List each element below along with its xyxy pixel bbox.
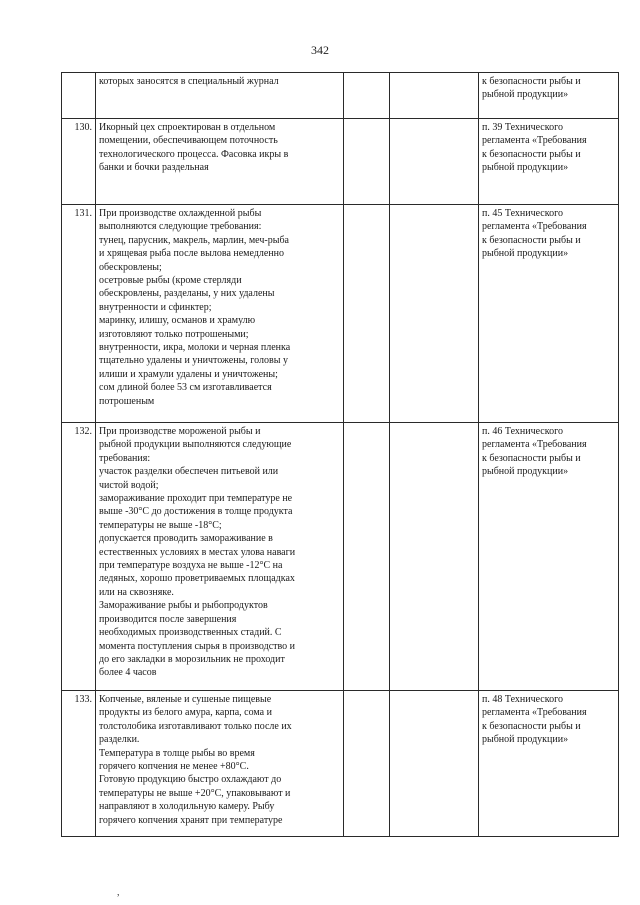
requirement-line: и хрящевая рыба после вылова немедленно bbox=[99, 248, 285, 260]
table-row bbox=[62, 119, 619, 205]
requirement-text bbox=[96, 691, 344, 837]
reference-line: п. 39 Технического bbox=[482, 122, 563, 133]
reference-line: к безопасности рыбы и bbox=[482, 452, 581, 464]
empty-cell bbox=[390, 423, 479, 691]
page-number: 342 bbox=[311, 43, 329, 57]
requirement-line: момента поступления сырья в производство и bbox=[99, 640, 296, 652]
empty-cell bbox=[390, 73, 479, 119]
row-number: 131. bbox=[62, 205, 96, 423]
requirement-line: которых заносятся в специальный журнал bbox=[99, 76, 279, 87]
requirement-text bbox=[96, 423, 344, 691]
requirement-line: температуры не выше +20°С, упаковывают и bbox=[99, 787, 291, 799]
empty-cell bbox=[390, 205, 479, 423]
requirement-line: осетровые рыбы (кроме стерляди bbox=[99, 275, 242, 287]
empty-cell bbox=[390, 691, 479, 837]
table-row bbox=[62, 205, 619, 423]
reference-text bbox=[479, 73, 619, 119]
requirement-line: при температуре воздуха не выше -12°С на bbox=[99, 560, 283, 572]
requirement-line: более 4 часов bbox=[99, 667, 157, 679]
requirement-line: чистой водой; bbox=[99, 479, 159, 491]
requirement-line: необходимых производственных стадий. С bbox=[99, 627, 282, 639]
reference-line: рыбной продукции» bbox=[482, 734, 569, 746]
requirement-line: выше -30°С до достижения в толще продукта bbox=[99, 506, 293, 518]
table-row bbox=[62, 423, 619, 691]
requirement-line: толстолобика изготавливают только после их bbox=[99, 720, 292, 732]
requirement-line: или на сквозняке. bbox=[99, 586, 174, 598]
requirement-line: изготовляют только потрошеными; bbox=[99, 328, 249, 340]
requirement-line: маринку, илишу, османов и храмулю bbox=[99, 315, 256, 327]
requirement-line: выполняются следующие требования: bbox=[99, 221, 262, 233]
requirement-line: обескровлены; bbox=[99, 261, 162, 273]
requirement-text bbox=[96, 119, 344, 205]
requirement-line: Копченые, вяленые и сушеные пищевые bbox=[99, 694, 272, 705]
empty-cell bbox=[344, 205, 390, 423]
requirement-line: требования: bbox=[99, 452, 151, 464]
row-number bbox=[62, 73, 96, 119]
requirement-text bbox=[96, 205, 344, 423]
row-number: 130. bbox=[62, 119, 96, 205]
requirement-line: При производстве мороженой рыбы и bbox=[99, 426, 261, 437]
reference-line: рыбной продукции» bbox=[482, 162, 569, 174]
empty-cell bbox=[344, 119, 390, 205]
requirement-line: тщательно удалены и уничтожены, головы у bbox=[99, 355, 288, 367]
requirement-line: банки и бочки раздельная bbox=[99, 162, 209, 174]
empty-cell bbox=[344, 423, 390, 691]
requirement-line: обескровлены, разделаны, у них удалены bbox=[99, 288, 275, 300]
reference-line: рыбной продукции» bbox=[482, 89, 569, 101]
reference-text bbox=[479, 691, 619, 837]
table-row bbox=[62, 73, 619, 119]
table-body bbox=[62, 73, 619, 837]
requirement-line: рыбной продукции выполняются следующие bbox=[99, 439, 292, 451]
requirement-line: направляют в холодильную камеру. Рыбу bbox=[99, 801, 275, 813]
reference-line: регламента «Требования bbox=[482, 707, 587, 719]
reference-text bbox=[479, 423, 619, 691]
requirement-line: естественных условиях в местах улова наваги bbox=[99, 546, 296, 558]
table-row bbox=[62, 691, 619, 837]
requirement-line: температуры не выше -18°С; bbox=[99, 519, 222, 531]
requirement-line: тунец, парусник, макрель, марлин, меч-рыба bbox=[99, 234, 289, 246]
requirement-line: допускается проводить замораживание в bbox=[99, 533, 273, 545]
reference-line: рыбной продукции» bbox=[482, 248, 569, 260]
reference-line: к безопасности рыбы и bbox=[482, 720, 581, 732]
reference-line: к безопасности рыбы и bbox=[482, 148, 581, 160]
reference-line: п. 46 Технического bbox=[482, 426, 563, 437]
reference-line: регламента «Требования bbox=[482, 439, 587, 451]
reference-line: регламента «Требования bbox=[482, 135, 587, 147]
requirement-text bbox=[96, 73, 344, 119]
reference-line: к безопасности рыбы и bbox=[482, 76, 581, 87]
requirement-line: замораживание проходит при температуре не bbox=[99, 493, 293, 505]
requirement-line: помещении, обеспечивающем поточность bbox=[99, 135, 278, 147]
requirement-line: илиши и храмули удалены и уничтожены; bbox=[99, 368, 278, 380]
requirement-line: Готовую продукцию быстро охлаждают до bbox=[99, 774, 282, 786]
requirements-table bbox=[61, 72, 619, 837]
requirement-line: потрошеным bbox=[99, 395, 155, 407]
requirement-line: сом длиной более 53 см изготавливается bbox=[99, 382, 272, 394]
reference-line: п. 45 Технического bbox=[482, 208, 563, 219]
reference-text bbox=[479, 205, 619, 423]
requirement-line: ледяных, хорошо проветриваемых площадках bbox=[99, 573, 295, 585]
requirement-line: внутренности, икра, молоки и черная пленка bbox=[99, 342, 291, 354]
reference-line: п. 48 Технического bbox=[482, 694, 563, 705]
requirement-line: При производстве охлажденной рыбы bbox=[99, 208, 262, 219]
reference-line: регламента «Требования bbox=[482, 221, 587, 233]
empty-cell bbox=[390, 119, 479, 205]
requirement-line: Замораживание рыбы и рыбопродуктов bbox=[99, 600, 268, 612]
requirement-line: Температура в толще рыбы во время bbox=[99, 747, 255, 759]
reference-line: рыбной продукции» bbox=[482, 466, 569, 478]
requirement-line: внутренности и сфинктер; bbox=[99, 301, 212, 313]
requirement-line: горячего копчения хранят при температуре bbox=[99, 814, 283, 826]
requirement-line: горячего копчения не менее +80°С. bbox=[99, 761, 249, 773]
scan-speck: , bbox=[117, 887, 120, 898]
requirement-line: до его закладки в морозильник не проходит bbox=[99, 653, 285, 665]
empty-cell bbox=[344, 73, 390, 119]
reference-text bbox=[479, 119, 619, 205]
empty-cell bbox=[344, 691, 390, 837]
row-number: 132. bbox=[62, 423, 96, 691]
requirement-line: Икорный цех спроектирован в отдельном bbox=[99, 122, 276, 133]
row-number: 133. bbox=[62, 691, 96, 837]
requirement-line: технологического процесса. Фасовка икры в bbox=[99, 148, 289, 160]
requirement-line: продукты из белого амура, карпа, сома и bbox=[99, 707, 272, 719]
requirement-line: участок разделки обеспечен питьевой или bbox=[99, 466, 279, 478]
reference-line: к безопасности рыбы и bbox=[482, 234, 581, 246]
requirement-line: производится после завершения bbox=[99, 613, 237, 625]
requirement-line: разделки. bbox=[99, 734, 140, 746]
